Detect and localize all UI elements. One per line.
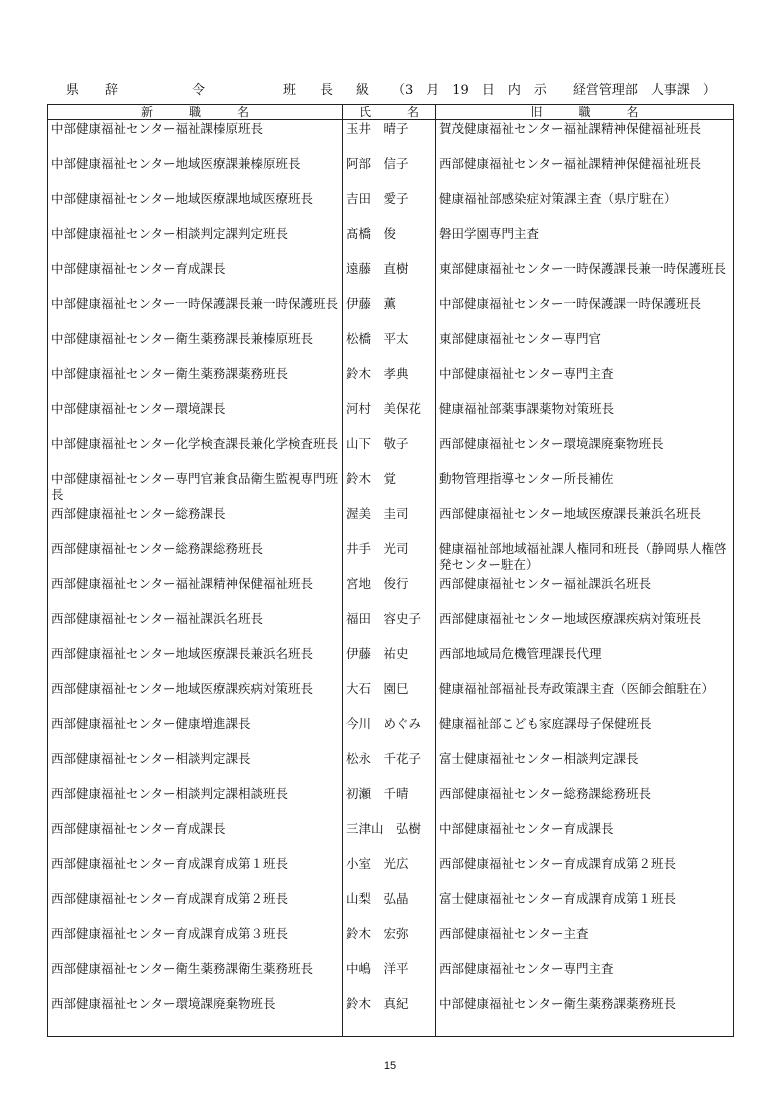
table-row — [48, 750, 734, 785]
table-row — [48, 120, 734, 156]
new-position-cell: 西部健康福祉センター環境課廃棄物班長 — [48, 995, 343, 1037]
table-row — [48, 190, 734, 225]
name-cell: 河村 美保花 — [343, 400, 436, 435]
name-cell: 鈴木 孝典 — [343, 365, 436, 400]
table-row — [48, 540, 734, 575]
name-cell: 鈴木 真紀 — [343, 995, 436, 1037]
document-header — [66, 79, 726, 101]
name-cell: 鈴木 覚 — [343, 470, 436, 505]
old-position-cell: 中部健康福祉センター育成課長 — [436, 820, 734, 855]
name-cell: 今川 めぐみ — [343, 715, 436, 750]
page-number: 15 — [383, 1060, 397, 1072]
old-position-cell: 西部健康福祉センター環境課廃棄物班長 — [436, 435, 734, 470]
new-position-cell: 西部健康福祉センター地域医療課疾病対策班長 — [48, 680, 343, 715]
personnel-table — [47, 104, 734, 1037]
table-row — [48, 155, 734, 190]
old-position-cell: 動物管理指導センター所長補佐 — [436, 470, 734, 505]
table-row — [48, 400, 734, 435]
name-cell: 伊藤 薫 — [343, 295, 436, 330]
name-cell: 伊藤 祐史 — [343, 645, 436, 680]
name-cell: 鈴木 宏弥 — [343, 925, 436, 960]
table-row — [48, 260, 734, 295]
new-position-cell: 西部健康福祉センター相談判定課長 — [48, 750, 343, 785]
header-ji: 辞 — [105, 83, 119, 98]
name-cell: 松橋 平太 — [343, 330, 436, 365]
name-cell: 三津山 弘樹 — [343, 820, 436, 855]
new-position-cell: 西部健康福祉センター総務課長 — [48, 505, 343, 540]
name-cell: 山梨 弘晶 — [343, 890, 436, 925]
table-row — [48, 680, 734, 715]
old-position-cell: 西部地域局危機管理課長代理 — [436, 645, 734, 680]
new-position-cell: 中部健康福祉センター衛生薬務課薬務班長 — [48, 365, 343, 400]
old-position-cell: 磐田学園専門主査 — [436, 225, 734, 260]
old-position-cell: 西部健康福祉センター育成課育成第２班長 — [436, 855, 734, 890]
name-cell: 髙橋 俊 — [343, 225, 436, 260]
table-row — [48, 820, 734, 855]
new-position-cell: 中部健康福祉センター育成課長 — [48, 260, 343, 295]
old-position-cell: 西部健康福祉センター総務課総務班長 — [436, 785, 734, 820]
table-row — [48, 855, 734, 890]
column-header-old-position: 旧 職 名 — [436, 105, 734, 120]
new-position-cell: 西部健康福祉センター衛生薬務課衛生薬務班長 — [48, 960, 343, 995]
old-position-cell: 西部健康福祉センター地域医療課疾病対策班長 — [436, 610, 734, 645]
table-row — [48, 785, 734, 820]
old-position-cell: 健康福祉部こども家庭課母子保健班長 — [436, 715, 734, 750]
table-row — [48, 330, 734, 365]
table-row — [48, 890, 734, 925]
old-position-cell: 中部健康福祉センター衛生薬務課薬務班長 — [436, 995, 734, 1037]
new-position-cell: 西部健康福祉センター福祉課浜名班長 — [48, 610, 343, 645]
name-cell: 玉井 晴子 — [343, 120, 436, 156]
old-position-cell: 西部健康福祉センター地域医療課長兼浜名班長 — [436, 505, 734, 540]
old-position-cell: 健康福祉部感染症対策課主査（県庁駐在） — [436, 190, 734, 225]
header-kyu: 級 — [356, 83, 370, 98]
table-row — [48, 610, 734, 645]
old-position-cell: 賀茂健康福祉センター福祉課精神保健福祉班長 — [436, 120, 734, 156]
table-row — [48, 715, 734, 750]
old-position-cell: 健康福祉部地域福祉課人権同和班長（静岡県人権啓発センター駐在） — [436, 540, 734, 575]
name-cell: 遠藤 直樹 — [343, 260, 436, 295]
name-cell: 初瀬 千晴 — [343, 785, 436, 820]
new-position-cell: 中部健康福祉センター地域医療課兼榛原班長 — [48, 155, 343, 190]
table-row — [48, 225, 734, 260]
name-cell: 福田 容史子 — [343, 610, 436, 645]
name-cell: 阿部 信子 — [343, 155, 436, 190]
table-row — [48, 295, 734, 330]
name-cell: 渥美 圭司 — [343, 505, 436, 540]
table-row — [48, 435, 734, 470]
table-row — [48, 960, 734, 995]
new-position-cell: 西部健康福祉センター育成課育成第３班長 — [48, 925, 343, 960]
old-position-cell: 健康福祉部福祉長寿政策課主査（医師会館駐在） — [436, 680, 734, 715]
name-cell: 中嶋 洋平 — [343, 960, 436, 995]
table-row — [48, 575, 734, 610]
old-position-cell: 富士健康福祉センター相談判定課長 — [436, 750, 734, 785]
old-position-cell: 健康福祉部薬事課薬物対策班長 — [436, 400, 734, 435]
new-position-cell: 中部健康福祉センター一時保護課長兼一時保護班長 — [48, 295, 343, 330]
table-row — [48, 365, 734, 400]
name-cell: 松永 千花子 — [343, 750, 436, 785]
old-position-cell: 中部健康福祉センター専門主査 — [436, 365, 734, 400]
table-row — [48, 925, 734, 960]
old-position-cell: 西部健康福祉センター福祉課精神保健福祉班長 — [436, 155, 734, 190]
name-cell: 井手 光司 — [343, 540, 436, 575]
header-rei: 令 — [192, 83, 206, 98]
new-position-cell: 中部健康福祉センター衛生薬務課長兼榛原班長 — [48, 330, 343, 365]
table-body — [48, 120, 734, 1037]
table-header-row — [48, 105, 734, 120]
old-position-cell: 中部健康福祉センター一時保護課一時保護班長 — [436, 295, 734, 330]
name-cell: 山下 敬子 — [343, 435, 436, 470]
old-position-cell: 富士健康福祉センター育成課育成第１班長 — [436, 890, 734, 925]
new-position-cell: 中部健康福祉センター地域医療課地域医療班長 — [48, 190, 343, 225]
header-cho: 長 — [320, 83, 334, 98]
new-position-cell: 中部健康福祉センター化学検査課長兼化学検査班長 — [48, 435, 343, 470]
name-cell: 宮地 俊行 — [343, 575, 436, 610]
name-cell: 小室 光広 — [343, 855, 436, 890]
new-position-cell: 西部健康福祉センター相談判定課相談班長 — [48, 785, 343, 820]
new-position-cell: 西部健康福祉センター健康増進課長 — [48, 715, 343, 750]
old-position-cell: 東部健康福祉センター一時保護課長兼一時保護班長 — [436, 260, 734, 295]
name-cell: 吉田 愛子 — [343, 190, 436, 225]
table-row — [48, 645, 734, 680]
new-position-cell: 中部健康福祉センター環境課長 — [48, 400, 343, 435]
new-position-cell: 西部健康福祉センター育成課育成第１班長 — [48, 855, 343, 890]
new-position-cell: 西部健康福祉センター地域医療課長兼浜名班長 — [48, 645, 343, 680]
table-row — [48, 995, 734, 1037]
new-position-cell: 西部健康福祉センター育成課長 — [48, 820, 343, 855]
new-position-cell: 中部健康福祉センター福祉課榛原班長 — [48, 120, 343, 156]
header-note: （3 月 19 日 内 示 経営管理部 人事課 ） — [392, 83, 716, 98]
header-ken: 県 — [66, 83, 80, 98]
new-position-cell: 西部健康福祉センター総務課総務班長 — [48, 540, 343, 575]
old-position-cell: 東部健康福祉センター専門官 — [436, 330, 734, 365]
new-position-cell: 中部健康福祉センター相談判定課判定班長 — [48, 225, 343, 260]
new-position-cell: 中部健康福祉センター専門官兼食品衛生監視専門班長 — [48, 470, 343, 505]
old-position-cell: 西部健康福祉センター専門主査 — [436, 960, 734, 995]
new-position-cell: 西部健康福祉センター福祉課精神保健福祉班長 — [48, 575, 343, 610]
table-row — [48, 470, 734, 505]
old-position-cell: 西部健康福祉センター福祉課浜名班長 — [436, 575, 734, 610]
old-position-cell: 西部健康福祉センター主査 — [436, 925, 734, 960]
column-header-name: 氏 名 — [343, 105, 436, 120]
header-han: 班 — [283, 83, 297, 98]
column-header-new-position: 新 職 名 — [48, 105, 343, 120]
table-row — [48, 505, 734, 540]
name-cell: 大石 園巳 — [343, 680, 436, 715]
new-position-cell: 西部健康福祉センター育成課育成第２班長 — [48, 890, 343, 925]
